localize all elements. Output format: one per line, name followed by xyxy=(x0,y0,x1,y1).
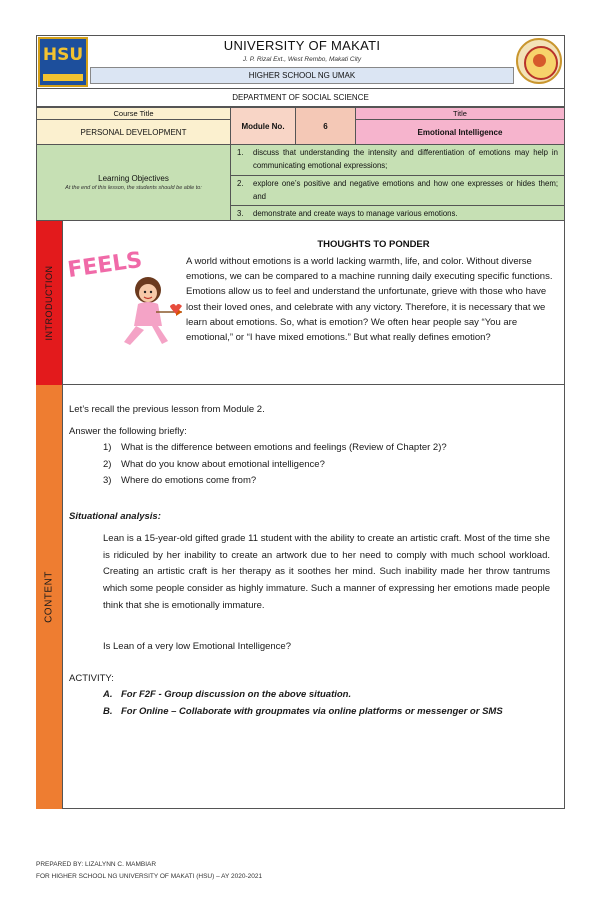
learning-objectives-header xyxy=(36,145,231,221)
objective-item xyxy=(231,176,565,206)
department-name: DEPARTMENT OF SOCIAL SCIENCE xyxy=(36,89,565,107)
objective-number: 3. xyxy=(237,209,244,218)
activity-text: For Online – Collaborate with groupmates via online platforms or messenger or SMS xyxy=(121,706,503,717)
question-number: 2) xyxy=(103,458,112,470)
thoughts-to-ponder-title: THOUGHTS TO PONDER xyxy=(317,239,430,250)
question-list xyxy=(103,441,543,491)
feels-letters: FEELS xyxy=(66,247,144,284)
institution-footer: FOR HIGHER SCHOOL NG UNIVERSITY OF MAKATI (HSU) – AY 2020-2021 xyxy=(36,873,263,880)
module-number: 6 xyxy=(296,107,356,145)
hsu-logo xyxy=(38,37,88,87)
activity-letter: A. xyxy=(103,689,113,700)
situational-analysis-text: Lean is a 15-year-old gifted grade 11 student with the ability to create an artistic craft. Most of the time she is ridiculed by her inability to create an artwork due to her need to comply with much school workload. Creating an artistic craft is her therapy as it soothes her mind. Such inability made her throw tantrums which some people consider as highly immature. Such a manner of expressing her emotions made people think that she is emotionally immature. xyxy=(103,533,550,611)
introduction-label: INTRODUCTION xyxy=(44,265,54,341)
list-item xyxy=(103,458,543,475)
objectives-heading: Learning Objectives xyxy=(98,174,169,183)
situational-question: Is Lean of a very low Emotional Intelligence? xyxy=(103,641,291,652)
university-address: J. P. Rizal Ext., West Rembo, Makati City xyxy=(242,56,362,63)
prepared-by: PREPARED BY: LIZALYNN C. MAMBIAR xyxy=(36,861,157,868)
activity-label: ACTIVITY: xyxy=(69,673,114,684)
thoughts-to-ponder-text: A world without emotions is a world lacking warmth, life, and color. Without diverse emotions, we can be compared to a machine running daily executing specific functions. Emotions allow us to feel and understand the unfortunate, grieve with those who have lost their loved ones, and celebrate with any victory. Therefore, it is necessary that we learn about emotions. So, what is emotion? We often hear people say “You are emotional,” or “I have mixed emotions.” But what really defines emotion? xyxy=(186,256,553,344)
university-name: UNIVERSITY OF MAKATI xyxy=(223,38,381,53)
content-label: CONTENT xyxy=(43,571,55,623)
objective-number: 1. xyxy=(237,148,244,157)
question-text: What do you know about emotional intelligence? xyxy=(121,458,325,470)
objectives-subheading: At the end of this lesson, the students should be able to: xyxy=(65,185,202,191)
feels-illustration xyxy=(66,246,186,356)
logo-banner xyxy=(43,74,83,81)
university-seal xyxy=(516,38,562,84)
question-text: Where do emotions come from? xyxy=(121,475,257,486)
content-tab xyxy=(36,385,63,809)
title-value: Emotional Intelligence xyxy=(356,120,565,145)
school-name: HIGHER SCHOOL NG UMAK xyxy=(90,67,514,84)
course-title-value: PERSONAL DEVELOPMENT xyxy=(36,120,231,145)
objective-item xyxy=(231,145,565,176)
title-label: Title xyxy=(356,107,565,120)
objective-number: 2. xyxy=(237,179,244,188)
list-item xyxy=(103,705,553,722)
list-item xyxy=(103,688,553,705)
situational-analysis-title: Situational analysis: xyxy=(69,511,161,522)
introduction-tab xyxy=(36,221,63,385)
feels-cartoon-icon xyxy=(66,246,186,356)
seal-core xyxy=(533,54,546,67)
question-number: 1) xyxy=(103,442,112,453)
objective-text: explore one’s positive and negative emotions and how one expresses or hides them; and xyxy=(253,179,558,201)
objective-item xyxy=(231,206,565,221)
objective-text: demonstrate and create ways to manage various emotions. xyxy=(253,209,458,218)
list-item xyxy=(103,474,543,491)
activity-letter: B. xyxy=(103,706,113,717)
activity-text: For F2F - Group discussion on the above situation. xyxy=(121,689,352,700)
answer-prompt: Answer the following briefly: xyxy=(69,426,187,437)
module-label: Module No. xyxy=(231,107,296,145)
list-item xyxy=(103,441,543,458)
question-text: What is the difference between emotions and feelings (Review of Chapter 2)? xyxy=(121,442,447,453)
objective-text: discuss that understanding the intensity and differentiation of emotions may help in communicating emotional expressions; xyxy=(253,148,558,170)
activity-list xyxy=(103,688,553,722)
question-number: 3) xyxy=(103,475,112,486)
recall-text: Let’s recall the previous lesson from Module 2. xyxy=(69,404,265,415)
course-title-label: Course Title xyxy=(36,107,231,120)
logo-text: HSU xyxy=(42,45,84,65)
